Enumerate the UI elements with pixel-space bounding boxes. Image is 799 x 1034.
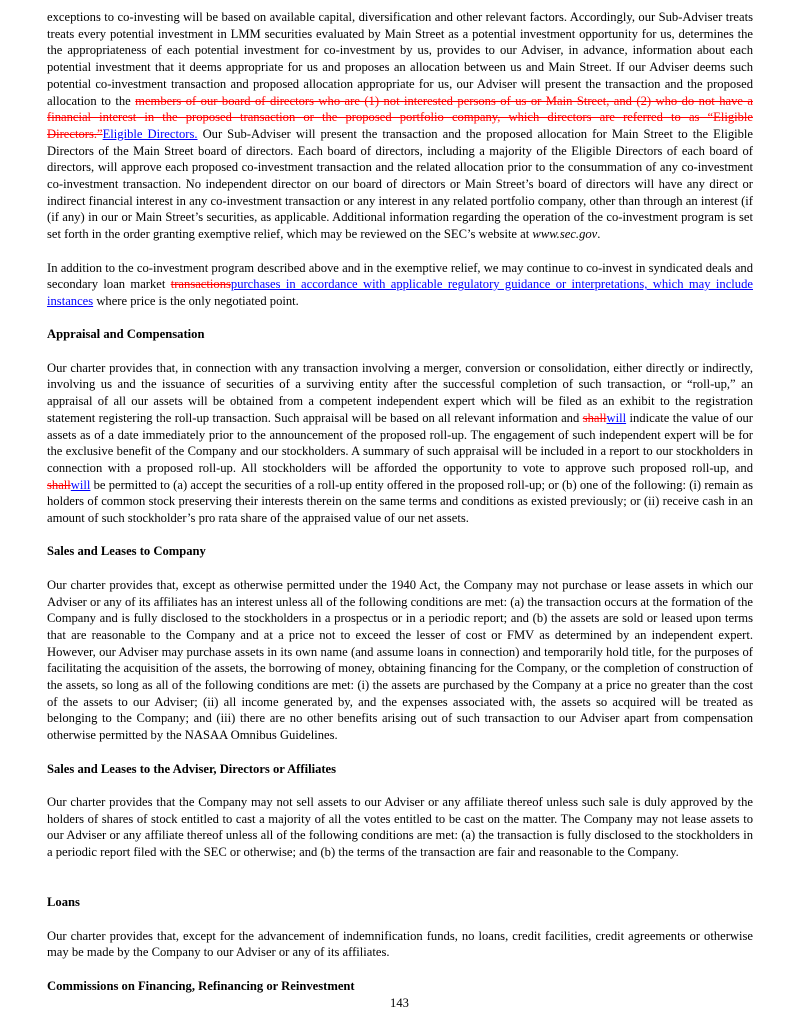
text: be permitted to (a) accept the securities of a roll-up entity offered in the proposed roll-up; or (b) one of the following: (i) remain as holders of common stock preserving their interests therein on the same terms and conditions as existed previously; or (ii) receive cash in an amount of such stockholder’s pro rata share of the appraised value of our net assets. — [47, 477, 753, 526]
document-page — [47, 9, 753, 1011]
heading-appraisal: Appraisal and Compensation — [47, 327, 205, 342]
paragraph-appraisal — [47, 360, 753, 527]
text: . — [597, 227, 601, 242]
deleted-text: shall — [582, 410, 607, 425]
deleted-text: transactions — [170, 277, 231, 292]
page-number: 143 — [390, 996, 409, 1010]
text: where price is the only negotiated point. — [93, 293, 299, 308]
text: Our Sub-Adviser will present the transaction and the proposed allocation for Main Street to the Eligible Directors of the Main Street board of directors. Each board of directors, including a majority of the Eligible Directors of each board of directors, will approve each proposed co-investment transaction and the related allocation prior to the consummation of any co-investment co-investment transaction. No independent director on our board of directors or Main Street’s board of directors will have any direct or indirect financial interest in any co-investment transaction or any interest in any related portfolio company, other than through an interest (if (if any) in our or Main Street’s securities, as applicable. Additional information regarding the operation of the co-investment program is set set forth in the order granting exemptive relief, which may be reviewed on the SEC’s website at — [47, 126, 754, 242]
sec-website-link[interactable]: www.sec.gov — [532, 227, 598, 242]
inserted-text: will — [70, 477, 91, 492]
heading-sales-adviser: Sales and Leases to the Adviser, Directors or Affiliates — [47, 761, 337, 776]
inserted-text: will — [606, 410, 627, 425]
inserted-text: purchases in accordance with applicable regulatory guidance or interpretations, which may include instances — [47, 277, 753, 308]
paragraph-loans: Our charter provides that, except for the advancement of indemnification funds, no loans, credit facilities, credit agreements or otherwise may be made by the Company to our Adviser or any of its affiliates. — [47, 928, 753, 960]
heading-loans: Loans — [47, 895, 80, 910]
heading-commissions: Commissions on Financing, Refinancing or Reinvestment — [47, 978, 355, 993]
paragraph-sales-adviser: Our charter provides that the Company may not sell assets to our Adviser or any affiliate thereof unless such sale is duly approved by the holders of shares of stock entitled to cast a majority of all the votes entitled to be cast on the matter. The Company may not lease assets to our Adviser or any affiliate thereof unless all of the following conditions are met: (a) the transaction is fully disclosed to the stockholders in a periodic report filed with the SEC or otherwise; and (b) the terms of the transaction are fair and reasonable to the Company. — [47, 794, 753, 860]
paragraph-co-investment — [47, 9, 753, 243]
paragraph-sales-company: Our charter provides that, except as otherwise permitted under the 1940 Act, the Company may not purchase or lease assets in which our Adviser or any of its affiliates has an interest unless all of the following conditions are met: (a) the transaction occurs at the formation of the Company and is fully disclosed to the stockholders in a prospectus or in a periodic report; and (b) the assets are sold or leased upon terms that are reasonable to the Company and at a price not to exceed the lesser of cost or FMV as determined by an independent expert. However, our Adviser may purchase assets in its own name (and assume loans in connection) and temporarily hold title, for the purposes of facilitating the acquisition of the assets, the borrowing of money, obtaining financing for the Company, or the completion of construction of the assets, so long as all of the following conditions are met: (i) the assets are purchased by the Company at a price no greater than the cost of the assets to our Adviser; (ii) all income generated by, and the expenses associated with, the assets so acquired will be treated as belonging to the Company; and (iii) there are no other benefits arising out of such transaction to our Adviser apart from compensation otherwise permitted by the NASAA Omnibus Guidelines. — [47, 577, 753, 743]
spacer — [47, 877, 753, 894]
deleted-text: shall — [47, 477, 71, 492]
paragraph-syndicated-deals — [47, 260, 753, 310]
deleted-text: members of our board of directors who are (1) not interested persons of us or Main Street, and (2) who do not have a financial interest in the proposed transaction or the proposed portfolio company, which directors are referred to as “Eligible Directors.” — [47, 93, 753, 141]
text: In addition to the co-investment program described above and in the exemptive relief, we may continue to co-invest in syndicated deals and secondary loan market — [47, 260, 753, 292]
text: indicate the value of our assets as of a date immediately prior to the announcement of the proposed roll-up. The engagement of such independent expert will be for the exclusive benefit of the Company and our stockholders. A summary of such appraisal will be included in a report to our stockholders in connection with a proposed roll-up. All stockholders will be afforded the opportunity to vote to approve such proposed roll-up, and — [47, 410, 754, 475]
text: exceptions to co-investing will be based on available capital, diversification and other relevant factors. Accordingly, our Sub-Adviser treats treats every potential investment in LMM securities evaluated by Main Street as a potential investment opportunity for us, determines the the appropriateness of each potential investment for co-investment by us, provides to our Adviser, in advance, information about each potential investment that it deems appropriate for us and proposes an allocation between us and Main Street. If our Adviser deems such potential co-investment transaction and proposed allocation appropriate for us, our Adviser will present the transaction and the proposed allocation to the — [47, 10, 753, 108]
heading-sales-company: Sales and Leases to Company — [47, 544, 206, 559]
text: Our charter provides that, in connection with any transaction involving a merger, conversion or consolidation, either directly or indirectly, involving us and the issuance of securities of a surviving entity after the successful completion of such transaction, or “roll-up,” an appraisal of all our assets will be obtained from a competent independent expert which will be filed as an exhibit to the registration statement registering the roll-up transaction. Such appraisal will be based on all relevant information and — [47, 360, 753, 425]
inserted-text: Eligible Directors. — [102, 126, 198, 141]
